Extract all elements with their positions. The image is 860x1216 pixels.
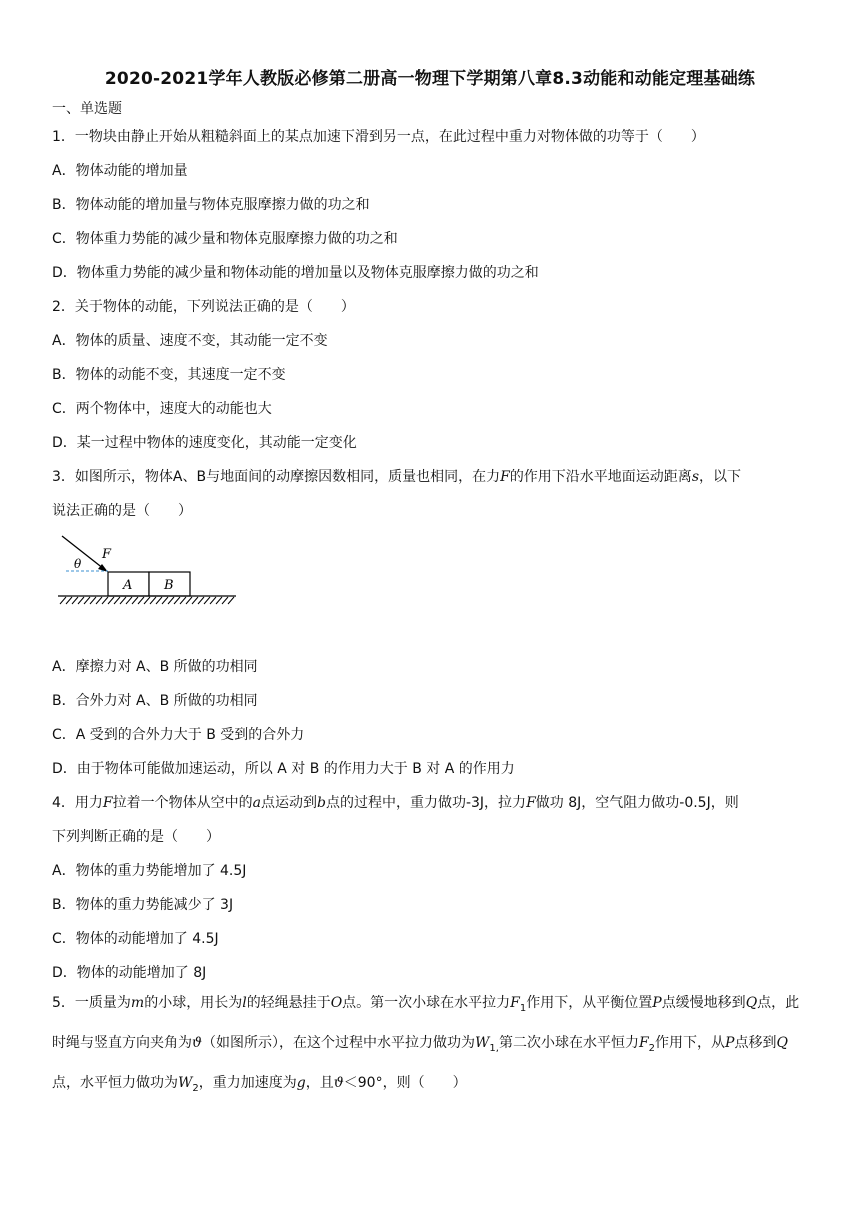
q1-option-c: C．物体重力势能的减少量和物体克服摩擦力做的功之和: [52, 231, 398, 247]
q4-stem-line1: 4．用力F拉着一个物体从空中的a点运动到b点的过程中，重力做功-3J，拉力F做功 8J，空气阻力做功-0.5J，则: [52, 795, 739, 811]
q2-option-d: D．某一过程中物体的速度变化，其动能一定变化: [52, 435, 357, 451]
page-title: 2020-2021学年人教版必修第二册高一物理下学期第八章8.3动能和动能定理基础练: [104, 69, 756, 89]
q1-stem: 1．一物块由静止开始从粗糙斜面上的某点加速下滑到另一点，在此过程中重力对物体做的功等于（ ）: [52, 129, 705, 145]
q2-stem: 2．关于物体的动能，下列说法正确的是（ ）: [52, 299, 355, 315]
q3-option-d: D．由于物体可能做加速运动，所以 A 对 B 的作用力大于 B 对 A 的作用力: [52, 761, 515, 777]
section-heading: 一、单选题: [52, 101, 122, 117]
q2-option-b: B．物体的动能不变，其速度一定不变: [52, 367, 286, 383]
q4-stem-line2: 下列判断正确的是（ ）: [52, 829, 220, 845]
q3-option-a: A．摩擦力对 A、B 所做的功相同: [52, 659, 258, 675]
q4-option-b: B．物体的重力势能减少了 3J: [52, 897, 234, 913]
ground-hatching: [60, 597, 234, 604]
force-arrow-line: [62, 536, 104, 569]
q4-option-a: A．物体的重力势能增加了 4.5J: [52, 863, 247, 879]
q2-option-c: C．两个物体中，速度大的动能也大: [52, 401, 272, 417]
q3-stem-line2: 说法正确的是（ ）: [52, 503, 192, 519]
theta-label: θ: [74, 557, 82, 571]
q3-figure: [56, 534, 240, 608]
q4-option-c: C．物体的动能增加了 4.5J: [52, 931, 219, 947]
q5-stem: 5．一质量为m的小球，用长为l的轻绳悬挂于O点。第一次小球在水平拉力$F_1$作用下，从平衡位置P点缓慢地移到Q点，此时绳与竖直方向夹角为ϑ（如图所示），在这个过程中水平拉力做功为$W_{1,}$第二次小球在水平恒力$F_2$作用下，从P点移到Q点，水平恒力做功为$W_2$，重力加速度为g，且ϑ＜90°，则（ ）: [52, 995, 800, 1094]
q4-option-d: D．物体的动能增加了 8J: [52, 965, 207, 981]
q1-option-b: B．物体动能的增加量与物体克服摩擦力做的功之和: [52, 197, 370, 213]
q3-option-c: C．A 受到的合外力大于 B 受到的合外力: [52, 727, 305, 743]
q1-option-d: D．物体重力势能的减少量和物体动能的增加量以及物体克服摩擦力做的功之和: [52, 265, 539, 281]
force-label: F: [102, 547, 112, 562]
block-b-label: B: [164, 578, 174, 593]
q1-option-a: A．物体动能的增加量: [52, 163, 188, 179]
block-a-label: A: [123, 578, 133, 593]
q3-stem-line1: 3．如图所示，物体A、B与地面间的动摩擦因数相同，质量也相同，在力F的作用下沿水平地面运动距离s，以下: [52, 469, 741, 485]
q2-option-a: A．物体的质量、速度不变，其动能一定不变: [52, 333, 328, 349]
q3-option-b: B．合外力对 A、B 所做的功相同: [52, 693, 258, 709]
